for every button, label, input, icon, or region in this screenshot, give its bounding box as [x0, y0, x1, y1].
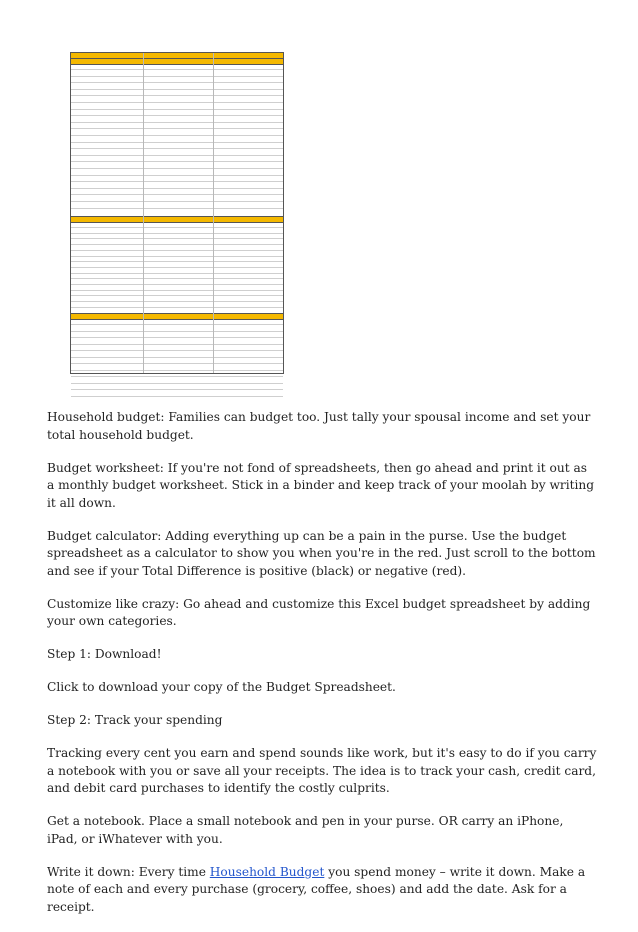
sheet-row	[71, 366, 283, 371]
sheet-section-band	[71, 313, 283, 320]
sheet-row	[71, 359, 283, 364]
sheet-row	[71, 269, 283, 274]
sheet-row	[71, 144, 283, 149]
sheet-row	[71, 257, 283, 262]
sheet-row	[71, 392, 283, 397]
sheet-row	[71, 223, 283, 228]
sheet-row	[71, 105, 283, 110]
sheet-row	[71, 131, 283, 136]
sheet-row	[71, 372, 283, 377]
sheet-row	[71, 138, 283, 143]
paragraph-budget-worksheet: Budget worksheet: If you're not fond of spreadsheets, then go ahead and print it out as a monthly budget worksheet. Stick in a binder and keep track of your moolah by writing it all down.	[47, 460, 595, 510]
sheet-row	[71, 252, 283, 257]
sheet-row	[71, 204, 283, 209]
sheet-row	[71, 111, 283, 116]
sheet-row	[71, 263, 283, 268]
sheet-row	[71, 164, 283, 169]
sheet-section-band	[71, 216, 283, 223]
paragraph-download: Click to download your copy of the Budget Spreadsheet.	[47, 680, 396, 694]
sheet-column-line	[213, 53, 214, 373]
sheet-row	[71, 98, 283, 103]
write-it-down-prefix: Write it down: Every time	[47, 864, 210, 879]
sheet-row	[71, 190, 283, 195]
sheet-row	[71, 229, 283, 234]
paragraph-notebook: Get a notebook. Place a small notebook and pen in your purse. OR carry an iPhone, iPad, or iWhatever with you.	[47, 814, 564, 846]
sheet-row	[71, 333, 283, 338]
paragraph-tracking: Tracking every cent you earn and spend sounds like work, but it's easy to do if you carry a notebook with you or save all your receipts. The idea is to track your cash, credit card, and debit card purchases to identify the costly culprits.	[47, 746, 597, 795]
sheet-row	[71, 246, 283, 251]
sheet-row	[71, 197, 283, 202]
sheet-row	[71, 157, 283, 162]
sheet-row	[71, 85, 283, 90]
sheet-column-line	[143, 53, 144, 373]
article-body	[47, 409, 597, 932]
sheet-row	[71, 379, 283, 384]
sheet-row	[71, 124, 283, 129]
write-it-down-suffix: you spend money – write it down. Make a note of each and every purchase (grocery, coffee, shoes) and add the date. Ask for a receipt.	[47, 864, 586, 914]
sheet-row	[71, 118, 283, 123]
sheet-row	[71, 234, 283, 239]
sheet-row	[71, 303, 283, 308]
budget-spreadsheet-image	[70, 52, 284, 374]
sheet-row	[71, 291, 283, 296]
sheet-row	[71, 280, 283, 285]
sheet-row	[71, 72, 283, 77]
sheet-row	[71, 286, 283, 291]
sheet-row	[71, 78, 283, 83]
sheet-row	[71, 151, 283, 156]
paragraph-step-1: Step 1: Download!	[47, 647, 162, 661]
paragraph-write-it-down	[47, 864, 597, 917]
sheet-row	[71, 340, 283, 345]
sheet-row	[71, 171, 283, 176]
paragraph-customize: Customize like crazy: Go ahead and customize this Excel budget spreadsheet by adding your own categories.	[47, 596, 591, 628]
paragraph-step-2: Step 2: Track your spending	[47, 713, 223, 727]
sheet-row	[71, 240, 283, 245]
sheet-row	[71, 274, 283, 279]
sheet-row	[71, 65, 283, 70]
paragraph-budget-calculator: Budget calculator: Adding everything up can be a pain in the purse. Use the budget spreadsheet as a calculator to show you when you're in the red. Just scroll to the bottom and see if your Total Difference is positive (black) or negative (red).	[47, 528, 596, 578]
household-budget-link[interactable]: Household Budget	[209, 864, 325, 879]
sheet-row	[71, 385, 283, 390]
sheet-row	[71, 184, 283, 189]
sheet-row	[71, 177, 283, 182]
paragraph-household-budget: Household budget: Families can budget too. Just tally your spousal income and set your total household budget.	[47, 410, 591, 442]
sheet-row	[71, 346, 283, 351]
sheet-row	[71, 327, 283, 332]
sheet-row	[71, 297, 283, 302]
sheet-row	[71, 353, 283, 358]
sheet-row	[71, 91, 283, 96]
sheet-row	[71, 320, 283, 325]
